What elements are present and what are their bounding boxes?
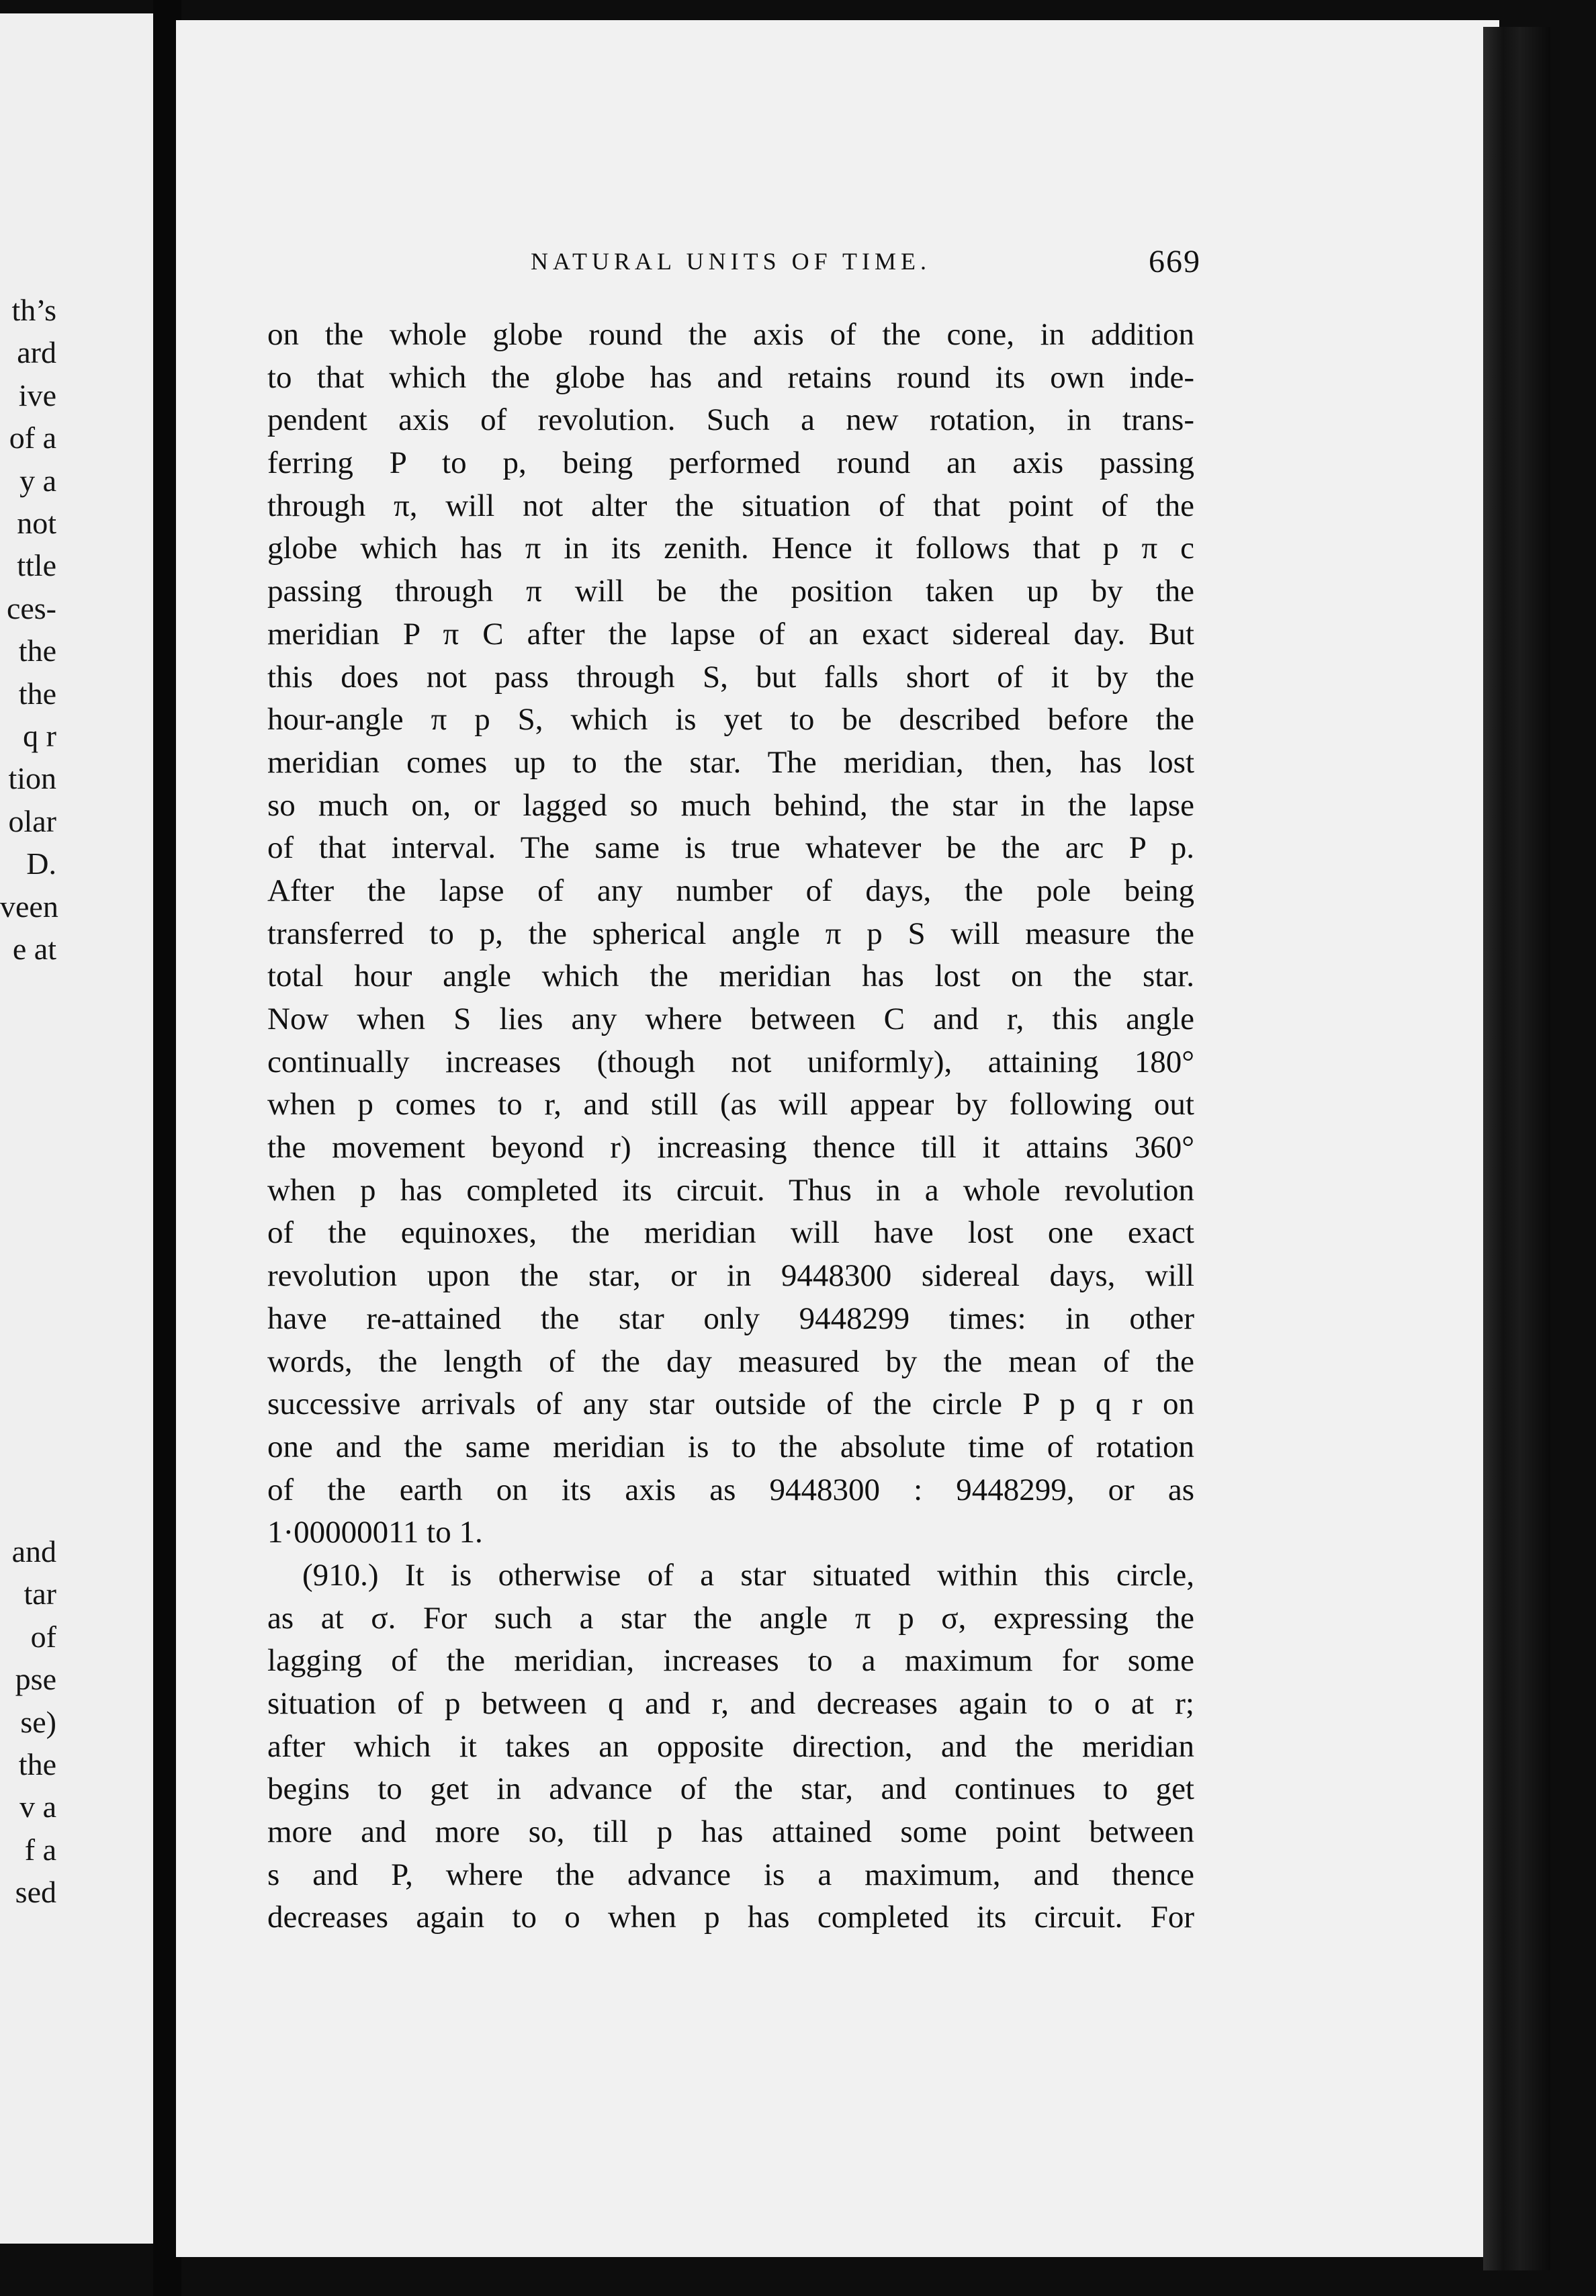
text-line: after which it takes an opposite direction, and the meridian xyxy=(267,1728,1194,1764)
left-page-line: tion xyxy=(8,761,56,796)
text-line: of the equinoxes, the meridian will have lost one exact xyxy=(267,1215,1194,1251)
text-line: After the lapse of any number of days, the pole being xyxy=(267,873,1194,908)
left-page-line: olar xyxy=(8,803,56,838)
page-number: 669 xyxy=(1149,244,1201,279)
left-page-line: se) xyxy=(20,1704,56,1739)
text-line: continually increases (though not uniformly), attaining 180° xyxy=(267,1044,1194,1079)
left-page-line: veen xyxy=(0,889,58,924)
left-page-line: q r xyxy=(23,719,56,754)
running-title: NATURAL UNITS OF TIME. xyxy=(531,248,932,275)
text-line: on the whole globe round the axis of the cone, in addition xyxy=(267,317,1194,352)
left-page-line: ard xyxy=(17,335,56,370)
text-line: (910.) It is otherwise of a star situated within this circle, xyxy=(302,1557,1194,1593)
text-line: of that interval. The same is true whatever be the arc P p. xyxy=(267,830,1194,866)
left-page-text-lower xyxy=(0,1530,56,1914)
text-line: have re-attained the star only 9448299 times: in other xyxy=(267,1300,1194,1336)
left-page-line: ive xyxy=(18,378,56,412)
left-page-line: ttle xyxy=(17,548,56,583)
text-line: total hour angle which the meridian has lost on the star. xyxy=(267,959,1194,994)
text-line: meridian P π C after the lapse of an exact sidereal day. But xyxy=(267,616,1194,652)
left-page-line: sed xyxy=(15,1875,56,1910)
text-line: to that which the globe has and retains round its own inde- xyxy=(267,359,1194,395)
running-head xyxy=(263,243,1201,283)
text-line: decreases again to o when p has completed its circuit. For xyxy=(267,1900,1194,1935)
left-page-line: not xyxy=(17,506,56,541)
text-line: passing through π will be the position taken up by the xyxy=(267,574,1194,609)
text-line: meridian comes up to the star. The meridian, then, has lost xyxy=(267,744,1194,780)
left-page-text-upper xyxy=(0,289,56,971)
left-page-line: pse xyxy=(15,1662,56,1697)
left-page-line: of xyxy=(30,1619,56,1654)
text-line: this does not pass through S, but falls short of it by the xyxy=(267,659,1194,695)
text-line: situation of p between q and r, and decreases again to o at r; xyxy=(267,1686,1194,1721)
left-page-line: f a xyxy=(24,1832,56,1867)
text-line: when p comes to r, and still (as will appear by following out xyxy=(267,1087,1194,1122)
text-line: begins to get in advance of the star, and continues to get xyxy=(267,1771,1194,1807)
text-line: Now when S lies any where between C and r, this angle xyxy=(267,1002,1194,1036)
text-line: successive arrivals of any star outside of the circle P p q r on xyxy=(267,1386,1194,1422)
text-line: 1·00000011 to 1. xyxy=(267,1515,483,1550)
text-line: when p has completed its circuit. Thus in a whole revolution xyxy=(267,1172,1194,1208)
text-line: globe which has π in its zenith. Hence it follows that p π c xyxy=(267,531,1194,566)
text-line: revolution upon the star, or in 9448300 sidereal days, will xyxy=(267,1258,1194,1294)
text-line: more and more so, till p has attained some point between xyxy=(267,1814,1194,1850)
text-line: as at σ. For such a star the angle π p σ, expressing the xyxy=(267,1600,1194,1636)
left-page-line: ces- xyxy=(6,590,56,625)
left-page-line: tar xyxy=(24,1577,56,1611)
left-facing-page xyxy=(0,13,153,2244)
left-page-line: the xyxy=(18,633,56,668)
text-line: through π, will not alter the situation of that point of the xyxy=(267,488,1194,523)
text-line: hour-angle π p S, which is yet to be described before the xyxy=(267,702,1194,738)
left-page-line: the xyxy=(18,1747,56,1782)
text-line: ferring P to p, being performed round an axis passing xyxy=(267,445,1194,481)
left-page-line: and xyxy=(11,1534,56,1569)
text-line: the movement beyond r) increasing thence till it attains 360° xyxy=(267,1130,1194,1165)
text-line: of the earth on its axis as 9448300 : 9448299, or as xyxy=(267,1472,1194,1507)
text-line: transferred to p, the spherical angle π p S will measure the xyxy=(267,916,1194,951)
left-page-line: v a xyxy=(19,1790,56,1824)
left-page-line: th’s xyxy=(11,293,56,327)
text-line: words, the length of the day measured by the mean of the xyxy=(267,1343,1194,1379)
text-line: pendent axis of revolution. Such a new rotation, in trans- xyxy=(267,402,1194,438)
left-page-line: of a xyxy=(9,421,56,455)
text-line: so much on, or lagged so much behind, the star in the lapse xyxy=(267,787,1194,823)
text-line: one and the same meridian is to the absolute time of rotation xyxy=(267,1429,1194,1464)
text-line: s and P, where the advance is a maximum, and thence xyxy=(267,1857,1194,1892)
left-page-line: the xyxy=(18,676,56,711)
left-page-line: e at xyxy=(12,932,56,967)
left-page-line: D. xyxy=(26,846,56,881)
left-page-line: y a xyxy=(19,463,56,498)
body-text xyxy=(267,314,1194,1939)
text-line: lagging of the meridian, increases to a maximum for some xyxy=(267,1643,1194,1679)
page-edge-stack xyxy=(1483,27,1550,2270)
